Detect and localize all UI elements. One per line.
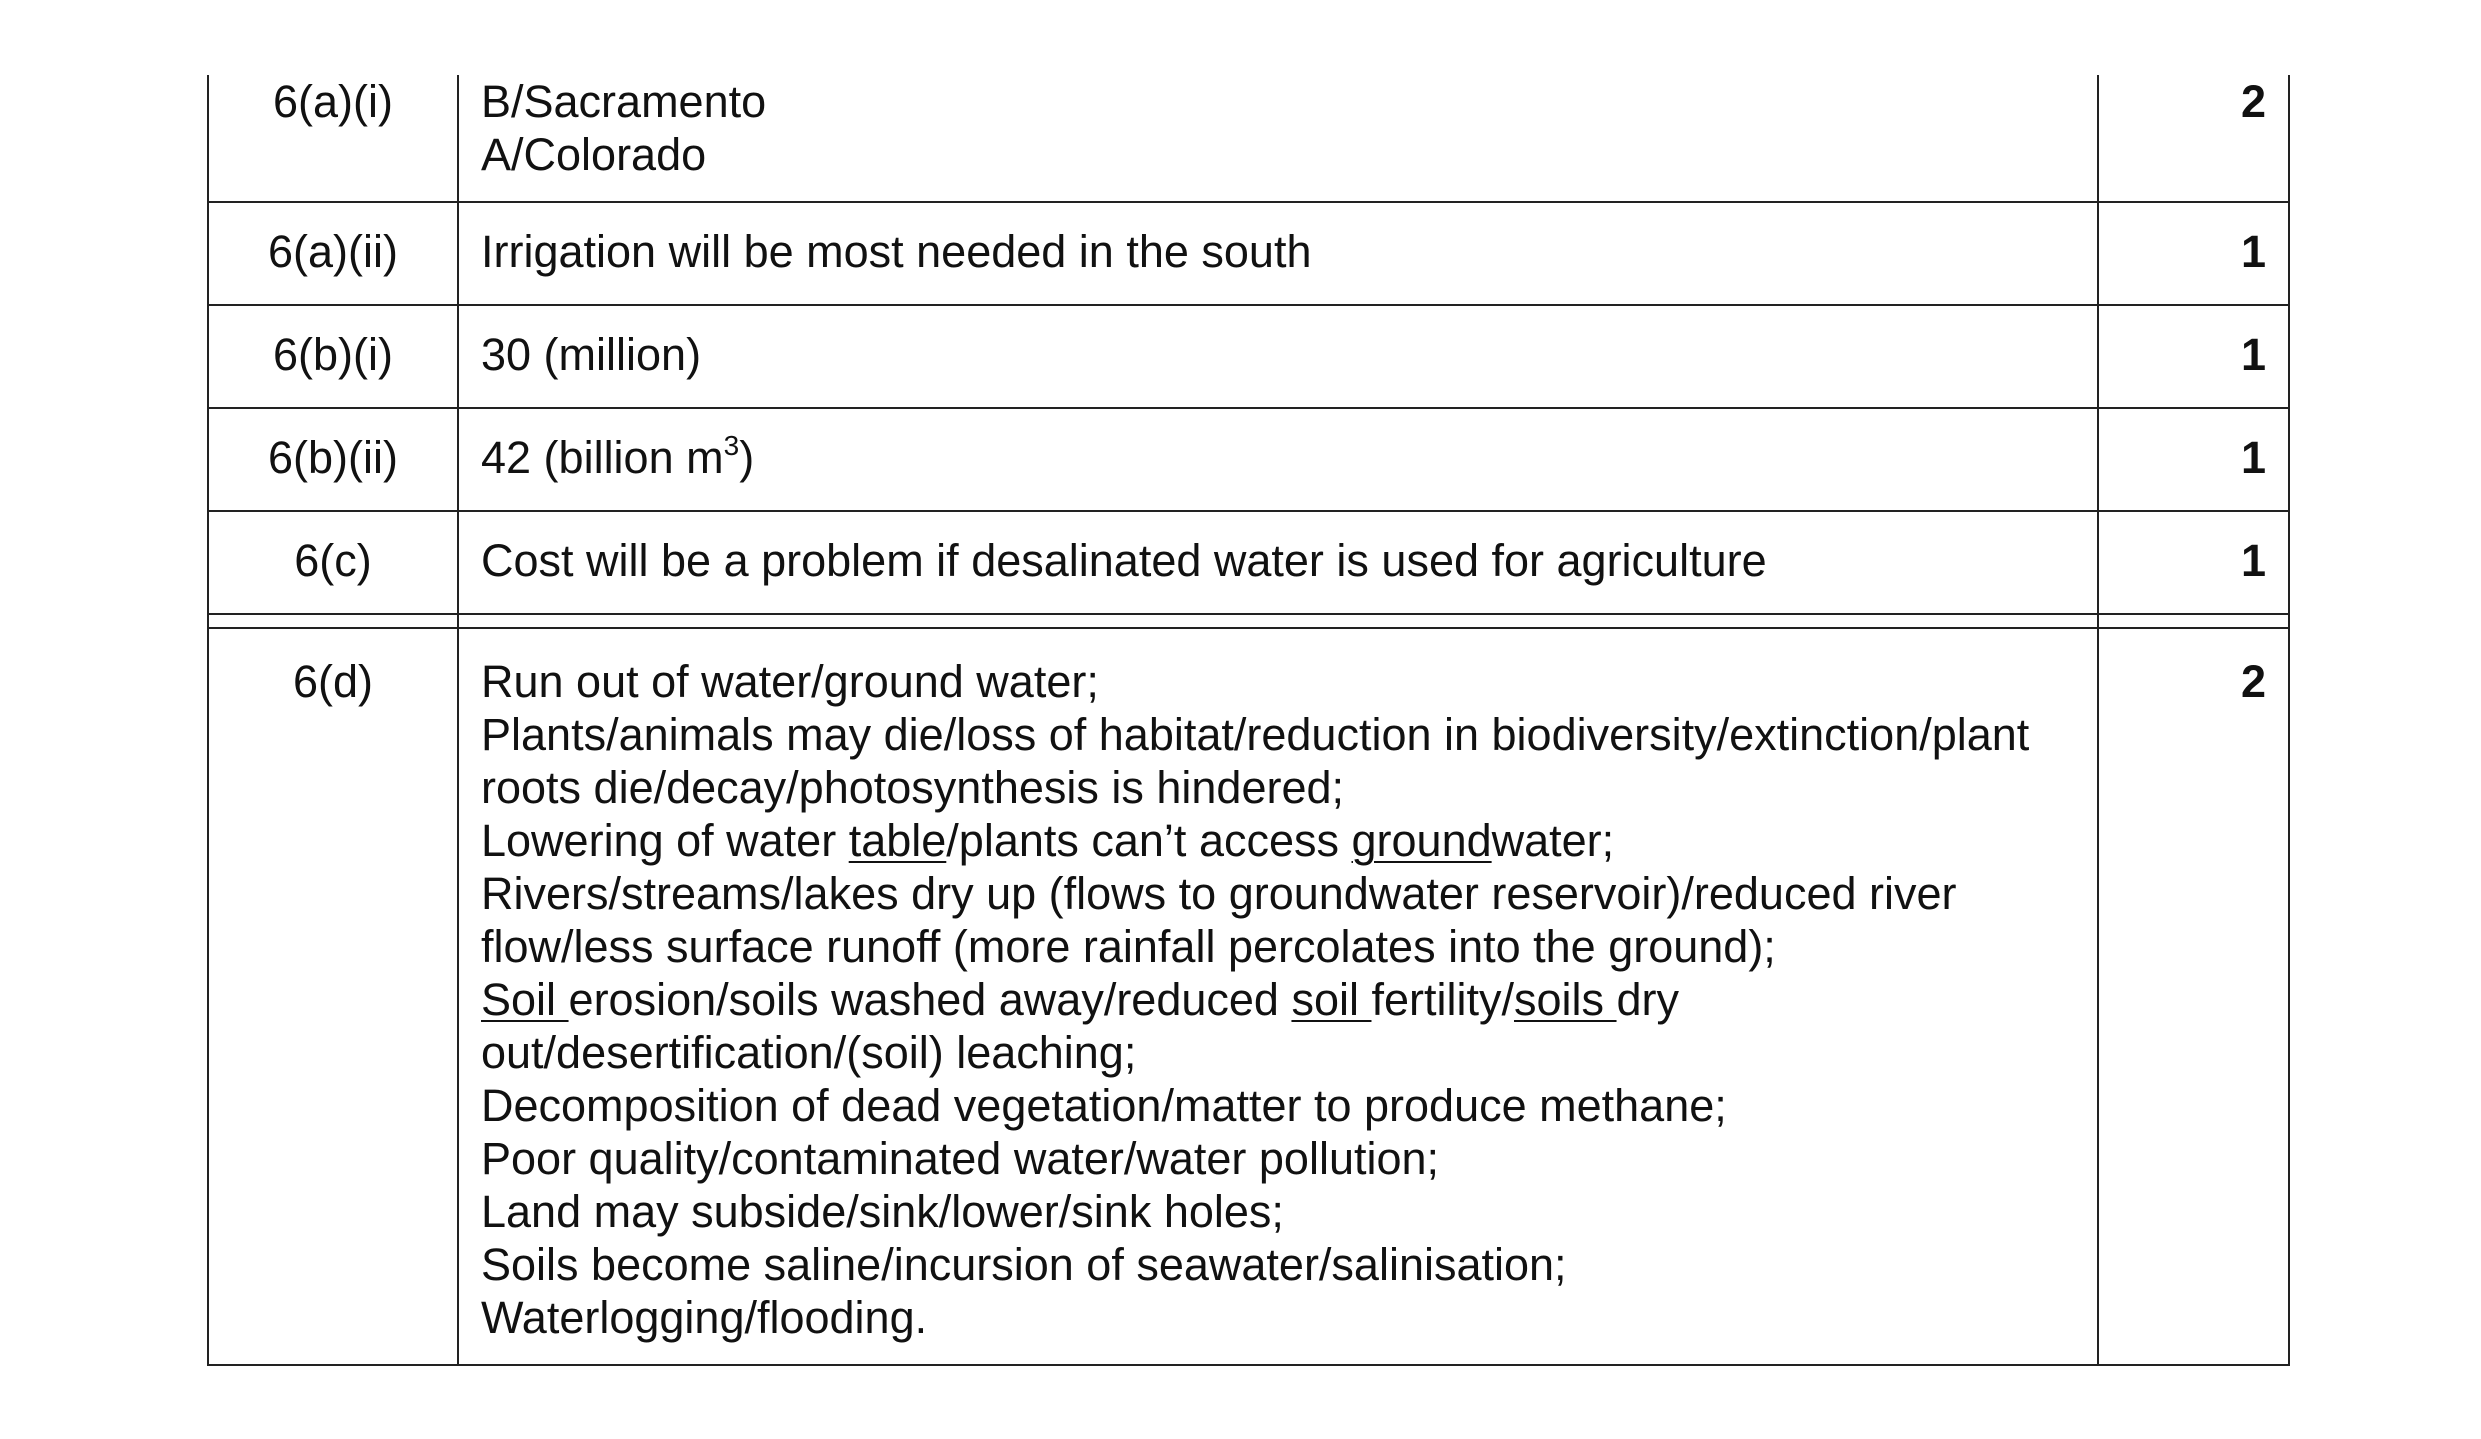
table-row xyxy=(208,511,2289,614)
marks-value: 1 xyxy=(2240,329,2266,380)
answer-cell xyxy=(458,408,2098,511)
table-row xyxy=(208,202,2289,305)
marks-cell xyxy=(2098,75,2289,202)
marks-cell xyxy=(2098,202,2289,305)
table-row xyxy=(208,305,2289,408)
mark-scheme-table xyxy=(207,75,2290,1366)
answer-line: Soils become saline/incursion of seawater/salinisation; xyxy=(481,1239,1567,1290)
underlined-keyword: soils xyxy=(1514,974,1617,1025)
answer-line xyxy=(481,814,2079,867)
marks-cell xyxy=(2098,408,2289,511)
superscript-exponent: 3 xyxy=(723,430,740,461)
answer-line: Plants/animals may die/loss of habitat/reduction in biodiversity/extinction/plant xyxy=(481,709,2030,760)
marks-cell xyxy=(2098,511,2289,614)
answer-line: Run out of water/ground water; xyxy=(481,656,1099,707)
marks-cell xyxy=(2098,305,2289,408)
question-number: 6(b)(i) xyxy=(273,329,393,380)
answer-line: flow/less surface runoff (more rainfall percolates into the ground); xyxy=(481,921,1776,972)
answer-line: A/Colorado xyxy=(481,129,707,180)
table-row-separator xyxy=(208,614,2289,628)
question-cell xyxy=(208,628,458,1365)
question-number: 6(a)(ii) xyxy=(268,226,398,277)
answer-text: Lowering of water xyxy=(481,815,849,866)
answer-line: Irrigation will be most needed in the south xyxy=(481,226,1312,277)
question-cell xyxy=(208,202,458,305)
marks-value: 1 xyxy=(2240,535,2266,586)
answer-line: Poor quality/contaminated water/water pollution; xyxy=(481,1133,1440,1184)
question-number: 6(c) xyxy=(294,535,372,586)
answer-cell xyxy=(458,75,2098,202)
underlined-keyword: soil xyxy=(1291,974,1372,1025)
answer-text: 42 (billion m xyxy=(481,432,724,483)
underlined-keyword: ground xyxy=(1351,815,1492,866)
answer-cell xyxy=(458,202,2098,305)
answer-line: Cost will be a problem if desalinated water is used for agriculture xyxy=(481,535,1767,586)
separator-cell xyxy=(458,614,2098,628)
separator-cell xyxy=(208,614,458,628)
question-number: 6(d) xyxy=(292,656,374,707)
answer-text: /plants can’t access xyxy=(946,815,1352,866)
question-cell xyxy=(208,75,458,202)
answer-line: Rivers/streams/lakes dry up (flows to groundwater reservoir)/reduced river xyxy=(481,868,1957,919)
question-cell xyxy=(208,511,458,614)
answer-line: out/desertification/(soil) leaching; xyxy=(481,1027,1137,1078)
answer-line xyxy=(481,431,2079,484)
question-number: 6(a)(i) xyxy=(273,76,393,127)
marks-value: 1 xyxy=(2240,226,2266,277)
answer-line: 30 (million) xyxy=(481,329,702,380)
question-cell xyxy=(208,408,458,511)
answer-line: roots die/decay/photosynthesis is hindered; xyxy=(481,762,1345,813)
answer-line: Decomposition of dead vegetation/matter to produce methane; xyxy=(481,1080,1727,1131)
separator-cell xyxy=(2098,614,2289,628)
answer-cell xyxy=(458,511,2098,614)
marks-value: 2 xyxy=(2240,76,2266,127)
marks-value: 1 xyxy=(2240,432,2266,483)
answer-line: B/Sacramento xyxy=(481,76,767,127)
answer-text: fertility/ xyxy=(1371,974,1514,1025)
marks-value: 2 xyxy=(2240,656,2266,707)
table-row xyxy=(208,628,2289,1365)
question-cell xyxy=(208,305,458,408)
answer-line xyxy=(481,973,2079,1026)
answer-text: dry xyxy=(1616,974,1680,1025)
answer-cell xyxy=(458,628,2098,1365)
answer-line: Land may subside/sink/lower/sink holes; xyxy=(481,1186,1284,1237)
answer-text: erosion/soils washed away/reduced xyxy=(568,974,1292,1025)
marks-cell xyxy=(2098,628,2289,1365)
answer-text: ) xyxy=(739,432,755,483)
underlined-keyword: Soil xyxy=(481,974,569,1025)
underlined-keyword: table xyxy=(848,815,947,866)
answer-cell xyxy=(458,305,2098,408)
answer-line: Waterlogging/flooding. xyxy=(481,1292,928,1343)
table-row xyxy=(208,75,2289,202)
answer-text: water; xyxy=(1491,815,1615,866)
question-number: 6(b)(ii) xyxy=(268,432,398,483)
table-row xyxy=(208,408,2289,511)
